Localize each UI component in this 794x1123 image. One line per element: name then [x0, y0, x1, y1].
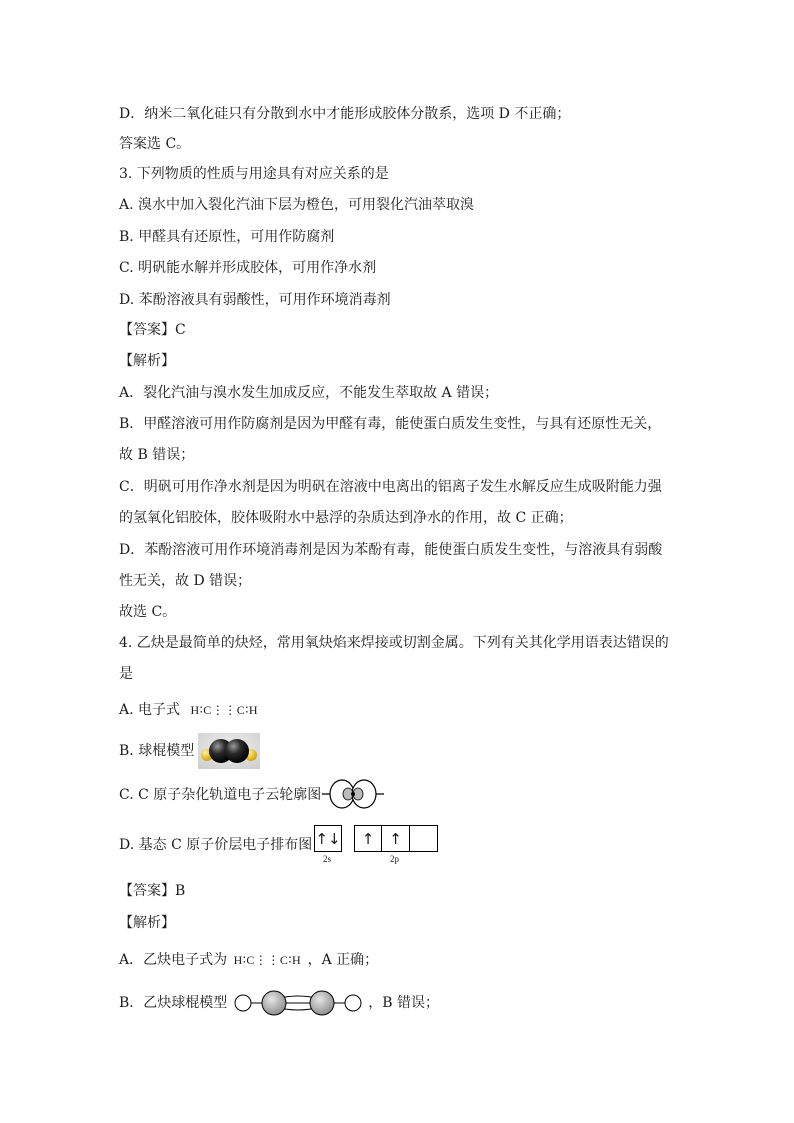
arrow-2p-1: ↑ [361, 830, 375, 848]
text-line: 的氢氧化铝胶体，胶体吸附水中悬浮的杂质达到净水的作用，故 C 正确； [119, 510, 573, 526]
hybrid-orbital-figure [320, 776, 386, 812]
text-line: D．纳米二氧化硅只有分散到水中才能形成胶体分散系，选项 D 不正确； [119, 106, 571, 122]
text-line: 故 B 错误； [119, 447, 195, 463]
explanation-b-text: B．乙炔球棍模型 [119, 995, 228, 1011]
orbital-diagram [314, 825, 440, 865]
question-4-option-d [119, 835, 312, 855]
explanation-b-suffix: ，B 错误； [368, 995, 439, 1011]
explanation-b [119, 990, 439, 1016]
question-4-option-a [119, 700, 258, 720]
option-c-label: C. C 原子杂化轨道电子云轮廓图 [119, 787, 322, 803]
orbital-box-2p-3 [409, 825, 438, 852]
text-line: B．甲醛溶液可用作防腐剂是因为甲醛有毒，能使蛋白质发生变性，与具有还原性无关， [119, 416, 662, 432]
ball-model-image [198, 733, 260, 769]
answer-label: 【答案】C [119, 322, 186, 338]
option-b-label: B. 球棍模型 [119, 743, 195, 759]
text-line: 性无关，故 D 错误； [119, 573, 252, 589]
answer-label: 【答案】B [119, 883, 186, 899]
ball-stick-model-figure [234, 990, 362, 1016]
analysis-label: 【解析】 [119, 915, 175, 931]
arrows-2s: ↑↓ [315, 830, 341, 848]
question-4-stem-cont: 是 [119, 666, 133, 682]
text-line: A．裂化汽油与溴水发生加成反应，不能发生萃取故 A 错误； [119, 385, 499, 401]
question-4-option-c [119, 785, 321, 805]
explanation-a [119, 950, 378, 970]
question-3-option-b: B. 甲醛具有还原性，可用作防腐剂 [119, 229, 335, 245]
text-line: 答案选 C。 [119, 136, 191, 152]
text-line: 故选 C。 [119, 604, 177, 620]
question-3-option-a: A. 溴水中加入裂化汽油下层为橙色，可用裂化汽油萃取溴 [119, 197, 475, 213]
text-line: D．苯酚溶液可用作环境消毒剂是因为苯酚有毒，能使蛋白质发生变性，与溶液具有弱酸 [119, 542, 663, 558]
orbital-box-2p-1 [354, 825, 382, 852]
explanation-a-suffix: ，A 正确； [307, 952, 379, 968]
question-4-stem: 4. 乙炔是最简单的炔烃，常用氧炔焰来焊接或切割金属。下列有关其化学用语表达错误的 [119, 635, 669, 651]
orbital-box-2s [314, 825, 342, 852]
analysis-label: 【解析】 [119, 353, 175, 369]
option-d-label: D. 基态 C 原子价层电子排布图 [119, 837, 313, 853]
text-line: C．明矾可用作净水剂是因为明矾在溶液中电离出的铝离子发生水解反应生成吸附能力强 [119, 479, 662, 495]
arrow-2p-2: ↑ [389, 830, 402, 848]
question-3-stem: 3. 下列物质的性质与用途具有对应关系的是 [119, 166, 389, 182]
orbital-box-2p-2 [381, 825, 410, 852]
option-a-label: A. 电子式 [119, 702, 181, 718]
label-2s: 2s [323, 854, 332, 864]
electron-formula: H∶C⋮⋮C∶H [190, 703, 259, 717]
label-2p: 2p [390, 854, 399, 864]
question-3-option-d: D. 苯酚溶液具有弱酸性，可用作环境消毒剂 [119, 292, 391, 308]
question-3-option-c: C. 明矾能水解并形成胶体，可用作净水剂 [119, 260, 377, 276]
electron-formula-inline: H∶C⋮⋮C∶H [233, 953, 302, 967]
explanation-a-text: A．乙炔电子式为 [119, 952, 228, 968]
question-4-option-b [119, 741, 194, 761]
